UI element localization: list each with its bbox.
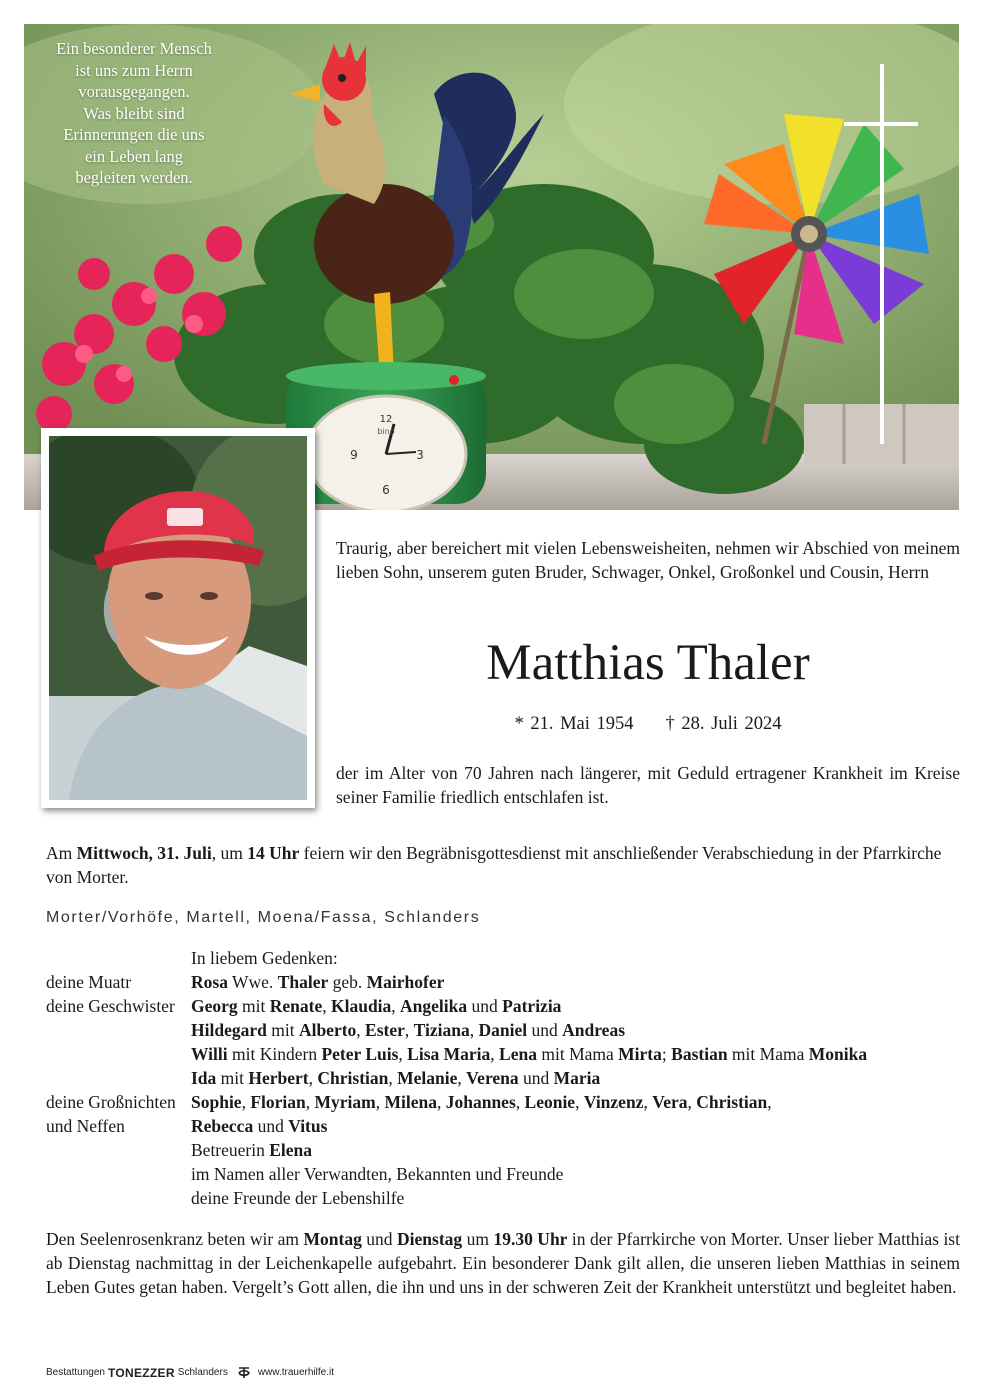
mourner-names: Georg mit Renate, Klaudia, Angelika und Patrizia <box>191 996 562 1016</box>
service-time: 14 Uhr <box>247 843 300 863</box>
relation-label: deine Geschwister <box>46 996 175 1016</box>
svg-text:9: 9 <box>350 448 358 462</box>
footer <box>46 1366 334 1380</box>
footer-prefix: Bestattungen <box>46 1367 105 1378</box>
mourner-row <box>46 1114 960 1138</box>
life-dates <box>336 710 960 738</box>
birth-date: * 21. Mai 1954 <box>514 714 634 734</box>
deceased-name: Matthias Thaler <box>486 635 810 691</box>
footer-url[interactable]: www.trauerhilfe.it <box>257 1367 334 1378</box>
svg-text:3: 3 <box>416 448 424 462</box>
mourner-row <box>46 1186 960 1210</box>
quote-line: Erinnerungen die uns <box>63 125 205 144</box>
service-text: , um <box>211 843 248 863</box>
service-text: feiern wir den Begräbnisgottesdienst mit anschließender Verabschiedung in der Pfarrkirche von Morter. <box>46 843 942 887</box>
quote-line: vorausgegangen. <box>78 82 190 101</box>
relation-label: und Neffen <box>46 1116 125 1136</box>
mourner-names: Rebecca und Vitus <box>191 1116 328 1136</box>
mourner-names: Sophie, Florian, Myriam, Milena, Johannes, Leonie, Vinzenz, Vera, Christian, <box>191 1092 772 1112</box>
mourner-row <box>46 1138 960 1162</box>
mourner-row <box>46 1042 960 1066</box>
mourners-heading-row <box>46 946 960 970</box>
mourner-names: Rosa Wwe. Thaler geb. Mairhofer <box>191 972 445 992</box>
mourner-row <box>46 970 960 994</box>
clock-brand-label: bino <box>377 427 395 436</box>
relation-label: deine Großnichten <box>46 1092 176 1112</box>
mourner-row <box>46 1162 960 1186</box>
service-day: Mittwoch, 31. Juli <box>76 843 212 863</box>
mourner-names: Hildegard mit Alberto, Ester, Tiziana, Daniel und Andreas <box>191 1020 626 1040</box>
closing-paragraph: Den Seelenrosenkranz beten wir am Montag und Dienstag um 19.30 Uhr in der Pfarrkirche von Morter. Unser lieber Matthias ist ab Dienstag nachmittag in der Leichenkapelle aufgebahrt. Ein besonderer Dank gilt allen, die unseren lieben Matthias in seinem Leben Gutes getan haben. Vergelt’s Gott allen, die ihn und uns in der schweren Zeit der Krankheit unterstützt und begleitet haben. <box>46 1229 960 1297</box>
portrait-frame <box>41 428 315 808</box>
mourners-heading: In liebem Gedenken: <box>191 948 338 968</box>
mourner-row <box>46 1066 960 1090</box>
mourner-names: Betreuerin Elena <box>191 1140 313 1160</box>
death-date: † 28. Juli 2024 <box>665 714 782 734</box>
mourner-names: Willi mit Kindern Peter Luis, Lisa Maria, Lena mit Mama Mirta; Bastian mit Mama Monika <box>191 1044 868 1064</box>
mourner-names: deine Freunde der Lebenshilfe <box>191 1188 405 1208</box>
intro-paragraph: Traurig, aber bereichert mit vielen Lebensweisheiten, nehmen wir Abschied von meinem lieben Sohn, unserem guten Bruder, Schwager, Onkel, Großonkel und Cousin, Herrn <box>336 538 960 582</box>
clock-figure <box>286 362 486 510</box>
quote-line: ist uns zum Herrn <box>75 60 193 80</box>
trauerhilfe-logo-icon <box>236 1366 252 1380</box>
passing-paragraph: der im Alter von 70 Jahren nach längerer, mit Geduld ertragener Krankheit im Kreise seiner Familie friedlich entschlafen ist. <box>336 763 960 807</box>
quote-line: Ein besonderer Mensch <box>56 39 212 58</box>
mourners-list <box>46 946 960 1210</box>
svg-text:12: 12 <box>379 414 393 425</box>
quote-line: ein Leben lang <box>84 146 184 166</box>
relation-label: deine Muatr <box>46 972 132 992</box>
footer-town: Schlanders <box>177 1367 228 1378</box>
mourner-row <box>46 1090 960 1114</box>
portrait-photo <box>49 436 307 800</box>
footer-brand: TONEZZER <box>107 1366 175 1380</box>
mourner-names: im Namen aller Verwandten, Bekannten und Freunde <box>191 1164 564 1184</box>
mourner-row <box>46 1018 960 1042</box>
svg-text:6: 6 <box>382 483 390 497</box>
quote-line: Was bleibt sind <box>83 103 185 123</box>
memorial-quote <box>34 38 234 189</box>
mourner-names: Ida mit Herbert, Christian, Melanie, Verena und Maria <box>191 1068 601 1088</box>
funeral-service-paragraph <box>46 841 960 889</box>
quote-line: begleiten werden. <box>75 168 193 187</box>
places-line: Morter/Vorhöfe, Martell, Moena/Fassa, Schlanders <box>46 909 481 926</box>
service-text: Am <box>46 843 77 863</box>
mourner-row <box>46 994 960 1018</box>
